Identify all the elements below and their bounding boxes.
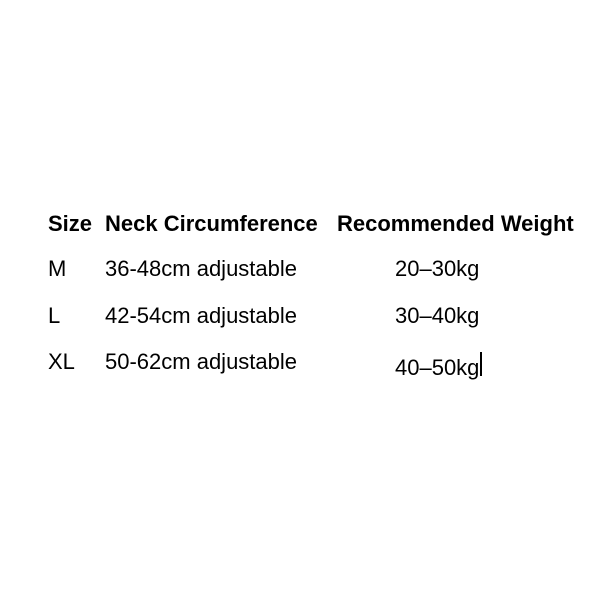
cell-neck-circumference: 50-62cm adjustable	[105, 349, 298, 374]
header-recommended-weight: Recommended Weight	[337, 211, 574, 236]
weight-text: 20–30kg	[395, 256, 480, 281]
cell-size: M	[48, 256, 67, 281]
cell-neck-circumference: 42-54cm adjustable	[105, 303, 298, 328]
cell-neck-circumference: 36-48cm adjustable	[105, 256, 298, 281]
cell-size: XL	[48, 349, 75, 374]
table-row-size-l	[48, 305, 479, 327]
cell-recommended-weight	[337, 258, 479, 280]
header-neck-circumference: Neck Circumference	[105, 211, 318, 236]
header-size: Size	[48, 211, 93, 236]
cell-size: L	[48, 303, 61, 328]
table-row-size-xl	[48, 351, 482, 379]
size-table-header-row	[48, 213, 574, 235]
cell-recommended-weight	[337, 305, 479, 327]
text-cursor	[480, 352, 482, 376]
cell-recommended-weight	[337, 351, 482, 379]
table-row-size-m	[48, 258, 479, 280]
weight-text: 30–40kg	[395, 303, 480, 328]
weight-text: 40–50kg	[395, 355, 480, 380]
